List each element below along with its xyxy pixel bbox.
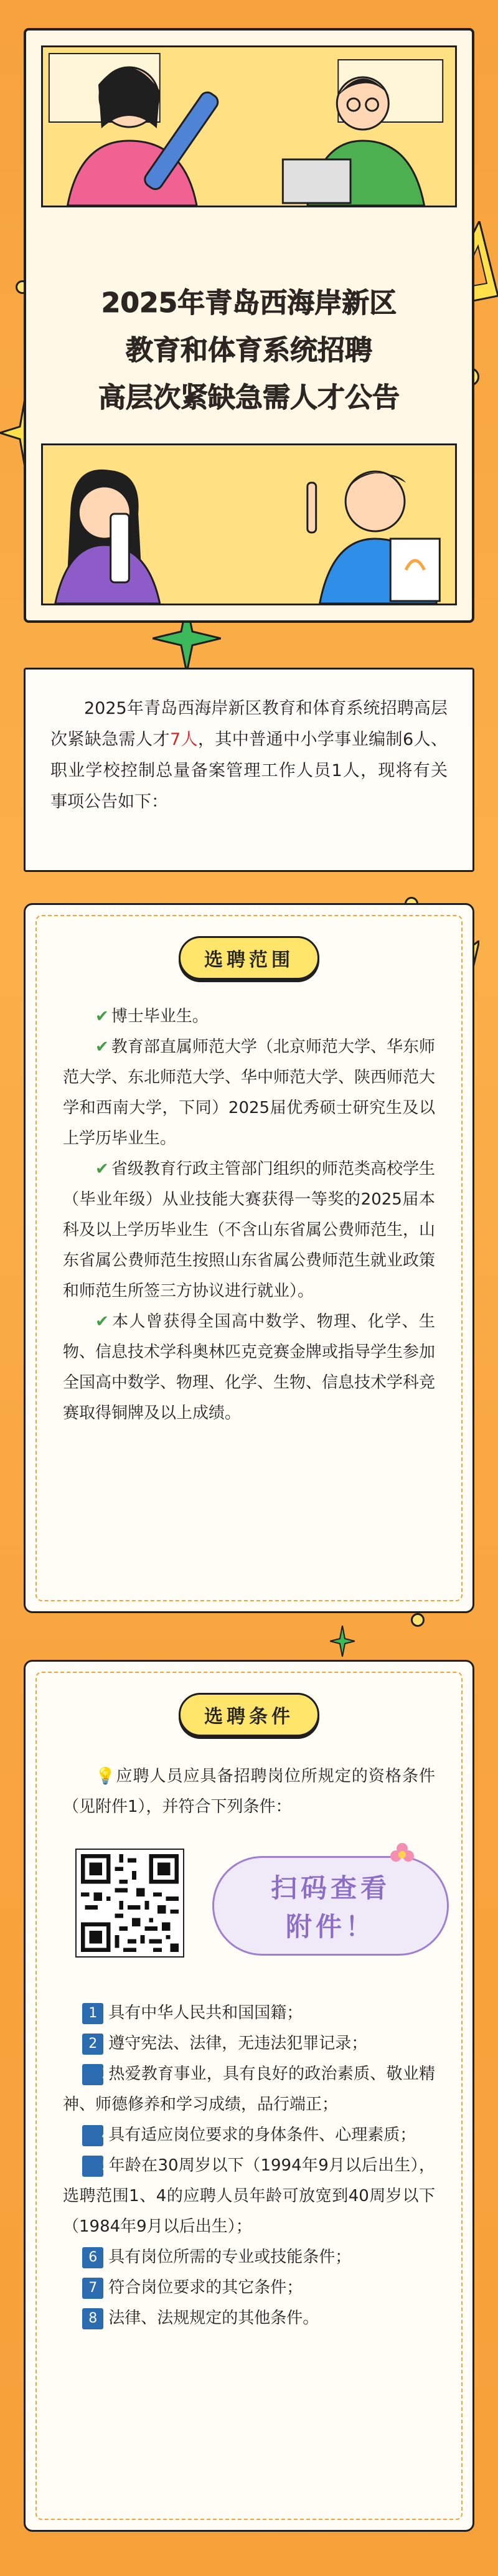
condition-item: 3热爱教育事业，具有良好的政治素质、敬业精神、师德修养和学习成绩，品行端正； xyxy=(63,2065,435,2114)
number-badge: 7 xyxy=(82,2278,103,2299)
number-badge: 6 xyxy=(82,2247,103,2268)
title-line: 教育和体育系统招聘 xyxy=(126,334,372,366)
decor-dot xyxy=(411,1613,425,1627)
intro-text: 2025年青岛西海岸新区教育和体育系统招聘高层次紧缺急需人才 xyxy=(50,699,448,749)
condition-item: 4具有适应岗位要求的身体条件、心理素质； xyxy=(63,2120,435,2151)
conditions-list xyxy=(63,1998,435,2334)
number-badge: 8 xyxy=(82,2308,103,2329)
sparkle-icon xyxy=(330,1626,355,1657)
lightbulb-icon: 💡 xyxy=(95,1767,116,1786)
hero-illustration-bottom xyxy=(41,443,457,605)
condition-item: 2 遵守宪法、法律，无违法犯罪记录； xyxy=(63,2029,435,2059)
number-badge: 4 xyxy=(82,2125,103,2146)
scope-list xyxy=(63,1002,435,1429)
scope-section xyxy=(24,903,474,1613)
intro-text: ，其中普通中小学事业编制6人、职业学校控制总量备案管理工作人员1人，现将有关事项公告如下： xyxy=(50,730,448,812)
number-badge: 1 xyxy=(82,2003,103,2024)
flower-icon xyxy=(387,1839,418,1870)
check-icon: ✔ xyxy=(95,1038,109,1056)
qr-code[interactable] xyxy=(75,1849,184,1958)
students-illustration xyxy=(43,47,455,206)
scan-hint-bubble xyxy=(212,1856,449,1956)
scope-item: ✔ 省级教育行政主管部门组织的师范类高校学生（毕业年级）从业技能大赛获得一等奖的2025届本科及以上学历毕业生（不含山东省属公费师范生，山东省属公费师范生按照山东省属公费师范生就业政策和师范生所签三方协议进行就业）。 xyxy=(63,1160,436,1300)
qr-code-image xyxy=(77,1850,183,1956)
conditions-section xyxy=(24,1660,474,2532)
number-badge: 3 xyxy=(82,2064,103,2085)
number-badge: 5 xyxy=(82,2156,103,2177)
check-icon: ✔ xyxy=(95,1007,109,1026)
condition-item: 5年龄在30周岁以下（1994年9月以后出生），选聘范围1、4的应聘人员年龄可放宽到40周岁以下（1984年9月以后出生）； xyxy=(63,2156,435,2236)
condition-item: 6 具有岗位所需的专业或技能条件； xyxy=(63,2242,435,2273)
condition-item: 1 具有中华人民共和国国籍； xyxy=(63,1998,435,2029)
condition-item: 7 符合岗位要求的其它条件； xyxy=(63,2273,435,2303)
scope-item: ✔ 教育部直属师范大学（北京师范大学、华东师范大学、东北师范大学、华中师范大学、陕西师范大学和西南大学，下同）2025届优秀硕士研究生及以上学历毕业生。 xyxy=(63,1038,436,1148)
condition-item: 8 法律、法规规定的其他条件。 xyxy=(63,2303,435,2334)
intro-highlight: 7人 xyxy=(169,730,198,749)
title-line: 2025年青岛西海岸新区 xyxy=(101,287,397,319)
conditions-lead: 💡应聘人员应具备招聘岗位所规定的资格条件（见附件1），并符合下列条件： xyxy=(63,1767,435,1816)
page-title xyxy=(26,280,472,422)
section-title: 选聘条件 xyxy=(179,1693,319,1736)
scope-item: ✔ 博士毕业生。 xyxy=(95,1007,209,1026)
intro-paragraph xyxy=(24,668,474,872)
title-line: 高层次紧缺急需人才公告 xyxy=(98,382,400,414)
check-icon: ✔ xyxy=(95,1312,109,1331)
teachers-illustration xyxy=(43,445,455,604)
section-title: 选聘范围 xyxy=(179,936,319,980)
number-badge: 2 xyxy=(82,2034,103,2055)
check-icon: ✔ xyxy=(95,1160,109,1178)
scan-hint-line: 扫码查看 xyxy=(270,1873,390,1903)
hero-illustration-top xyxy=(41,45,457,207)
scan-hint-line: 附件！ xyxy=(285,1911,375,1942)
hero-card xyxy=(24,28,474,623)
scope-item: ✔ 本人曾获得全国高中数学、物理、化学、生物、信息技术学科奥林匹克竞赛金牌或指导学生参加全国高中数学、物理、化学、生物、信息技术学科竞赛取得铜牌及以上成绩。 xyxy=(63,1312,436,1423)
